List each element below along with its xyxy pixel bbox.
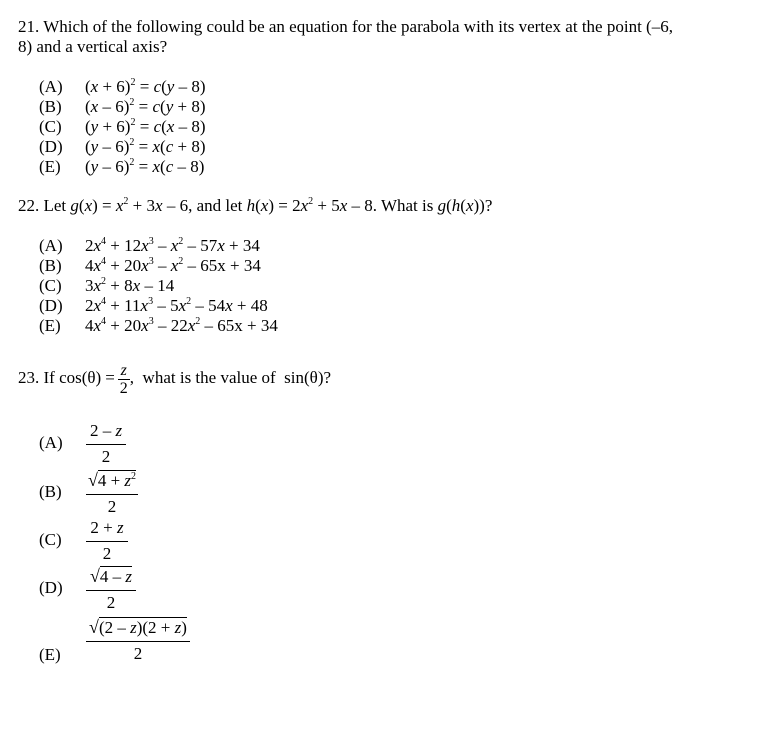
q21-option-d[interactable]	[39, 137, 206, 157]
option-letter: (E)	[39, 157, 61, 176]
q22-option-e[interactable]	[39, 316, 278, 336]
q22-option-c[interactable]	[39, 276, 175, 296]
option-math: $4x^4 + 20x^3 - 22x^2 - 65x + 34$	[85, 316, 278, 335]
q23-cos-fraction: $\frac{z}{2}$	[119, 361, 128, 397]
fraction-numerator: 2 + z	[90, 518, 124, 537]
option-letter: (D)	[39, 296, 63, 315]
fraction-numerator: 2 – z	[89, 421, 123, 440]
fraction-numerator: √(2 – z)(2 + z)	[89, 617, 187, 637]
option-math: $4x^4 + 20x^3 - x^2 - 65x + 34$	[85, 256, 261, 275]
q22-stem: 22. Let $g(x) = x^2 + 3x - 6$, and let $h(x) = 2x^2 + 5x - 8$. What is g(h(x))?	[18, 196, 493, 215]
fraction-bar	[86, 444, 126, 445]
option-math: $2x^4 + 12x^3 - x^2 - 57x + 34$	[85, 236, 260, 255]
q23-option-e-fraction[interactable]	[86, 617, 190, 664]
option-math: $(x + 6)^2 = c(y - 8)$	[85, 77, 206, 96]
option-math: $3x^2 + 8x - 14$	[85, 276, 175, 295]
q23-option-d-fraction[interactable]	[86, 566, 136, 613]
option-math: (y – 6)$^2$ = x(c – 8)	[85, 157, 205, 176]
fraction-denominator: 2	[133, 644, 143, 663]
q23-option-a-fraction[interactable]	[86, 421, 126, 467]
q21-option-e[interactable]	[39, 157, 205, 177]
fraction-bar	[86, 590, 136, 591]
q22-option-d[interactable]	[39, 296, 268, 316]
option-letter: (B)	[39, 256, 62, 275]
q22-option-b[interactable]	[39, 256, 261, 276]
q23-option-b-letter[interactable]: (B)	[39, 482, 62, 501]
option-math: $(y + 6)^2 = c(x - 8)$	[85, 117, 206, 136]
q23-option-c-fraction[interactable]	[86, 518, 128, 564]
option-math: $2x^4 + 11x^3 - 5x^2 - 54x + 48$	[85, 296, 268, 315]
option-letter: (B)	[39, 97, 62, 116]
fraction-bar	[86, 494, 138, 495]
q21-option-c[interactable]	[39, 117, 206, 137]
q22-option-a[interactable]	[39, 236, 260, 256]
option-letter: (C)	[39, 117, 62, 136]
fraction-numerator: $√4 + z^2$	[87, 470, 137, 490]
fraction-numerator: √4 – z	[89, 566, 132, 586]
q23-option-b-fraction[interactable]	[86, 470, 138, 517]
q21-option-a[interactable]	[39, 77, 206, 97]
q23-option-e-letter[interactable]: (E)	[39, 645, 61, 664]
q23-option-d-letter[interactable]: (D)	[39, 578, 63, 597]
fraction-bar	[86, 541, 128, 542]
q23-stem: 23. If cos(θ) = $\frac{z}{2}$ , what is the value of sin(θ)?	[18, 361, 332, 397]
fraction-denominator: 2	[107, 497, 117, 516]
q21-stem-line1: 21. Which of the following could be an equation for the parabola with its vertex at the point (–6,	[18, 17, 673, 36]
fraction-bar	[86, 641, 190, 642]
q21-option-b[interactable]	[39, 97, 206, 117]
option-letter: (A)	[39, 77, 63, 96]
option-letter: (D)	[39, 137, 63, 156]
q23-option-c-letter[interactable]: (C)	[39, 530, 62, 549]
fraction-denominator: 2	[101, 447, 111, 466]
option-letter: (A)	[39, 236, 63, 255]
q21-stem-line2: 8) and a vertical axis?	[18, 37, 168, 56]
option-letter: (E)	[39, 316, 61, 335]
option-math: (y – 6)$^2$ = x(c + 8)	[85, 137, 206, 156]
q23-option-a-letter[interactable]: (A)	[39, 433, 63, 452]
fraction-denominator: 2	[106, 593, 116, 612]
option-math: (x – 6)$^2$ = c(y + 8)	[85, 97, 206, 116]
option-letter: (C)	[39, 276, 62, 295]
fraction-denominator: 2	[102, 544, 112, 563]
